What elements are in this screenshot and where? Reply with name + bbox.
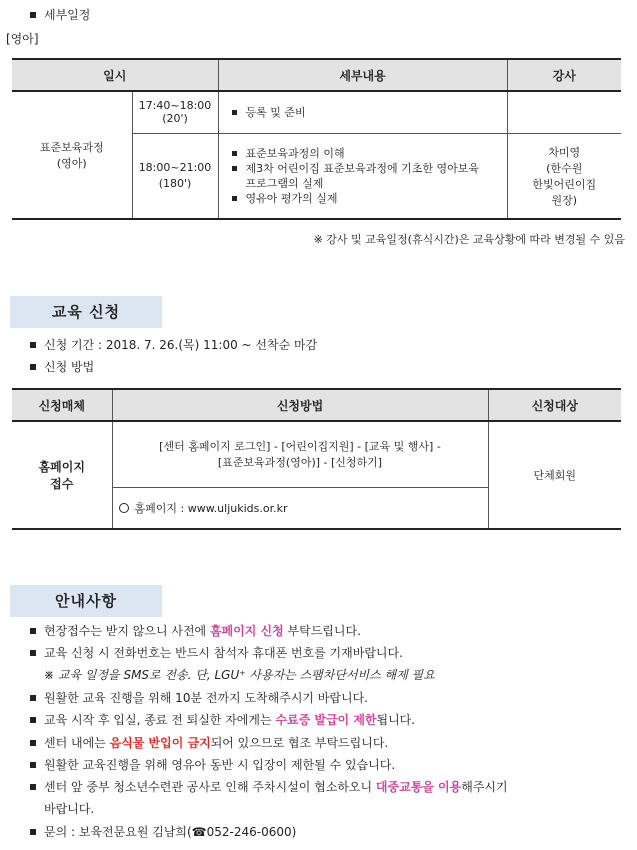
instructor-cell-empty xyxy=(507,91,621,133)
schedule-note: ※ 강사 및 교육일정(휴식시간)은 교육상황에 따라 변경될 수 있음 xyxy=(313,233,625,246)
square-bullet-icon xyxy=(30,829,36,835)
notice-subnote: ※ 교육 일정을 SMS로 전송. 단, LGU⁺ 사용자는 스팸차단서비스 해제 필요 xyxy=(44,668,435,682)
content-cell xyxy=(218,91,507,133)
schedule-table xyxy=(12,58,621,220)
square-bullet-icon xyxy=(30,342,36,348)
notice-item: 교육 신청 시 전화번호는 반드시 참석자 휴대폰 번호를 기재바랍니다. xyxy=(30,644,403,661)
instructor-cell: 차미영 (한수원 한빛어린이집 원장) xyxy=(507,133,621,219)
notice-item: 현장접수는 받지 않으니 사전에 홈페이지 신청 부탁드립니다. xyxy=(30,622,361,639)
notice-item: 원활한 교육 진행을 위해 10분 전까지 도착해주시기 바랍니다. xyxy=(30,689,368,706)
notice-item: 원활한 교육진행을 위해 영유아 동반 시 입장이 제한될 수 있습니다. xyxy=(30,756,395,773)
list-item: 표준보육과정의 이해 xyxy=(232,146,506,161)
notice-item: 센터 내에는 음식물 반입이 금지되어 있으므로 협조 부탁드립니다. xyxy=(30,734,388,751)
square-bullet-icon xyxy=(30,717,36,723)
time-cell: 17:40~18:00 (20') xyxy=(132,91,218,133)
list-item: 제3차 어린이집 표준보육과정에 기초한 영아보육프로그램의 실제 xyxy=(232,161,506,191)
header-target: 신청대상 xyxy=(488,389,621,421)
table-row xyxy=(12,421,621,487)
square-bullet-icon xyxy=(30,695,36,701)
table-row xyxy=(12,91,621,133)
header-medium: 신청매체 xyxy=(12,389,112,421)
subgroup-label: [영아] xyxy=(6,32,39,46)
notice-item: 교육 시작 후 입실, 종료 전 퇴실한 자에게는 수료증 발급이 제한됩니다. xyxy=(30,711,415,728)
notice-item: 문의 : 보육전문요원 김남희(☎052-246-0600) xyxy=(30,823,296,840)
square-bullet-icon xyxy=(30,650,36,656)
list-item: 등록 및 준비 xyxy=(232,105,506,120)
circle-bullet-icon xyxy=(119,503,129,513)
course-cell: 표준보육과정 (영아) xyxy=(12,91,132,219)
header-datetime: 일시 xyxy=(12,59,218,91)
medium-cell: 홈페이지 접수 xyxy=(12,421,112,529)
application-section-title: 교육 신청 xyxy=(10,296,162,328)
content-cell xyxy=(218,133,507,219)
application-period: 신청 기간 : 2018. 7. 26.(목) 11:00 ~ 선착순 마감 xyxy=(30,336,317,353)
notice-item-continued: 바랍니다. xyxy=(44,802,95,816)
path-cell: [센터 홈페이지 로그인] - [어린이집지원] - [교육 및 행사] - [표준보육과정(영아)] - [신청하기] xyxy=(112,421,488,487)
notice-item: 센터 앞 중부 청소년수련관 공사로 인해 주차시설이 협소하오니 대중교통을 이용해주시기 xyxy=(30,778,508,795)
square-bullet-icon xyxy=(30,12,36,18)
homepage-cell xyxy=(112,487,488,529)
header-method: 신청방법 xyxy=(112,389,488,421)
application-method-label: 신청 방법 xyxy=(30,358,94,375)
square-bullet-icon xyxy=(30,762,36,768)
header-content: 세부내용 xyxy=(218,59,507,91)
application-header-row xyxy=(12,389,621,421)
square-bullet-icon xyxy=(30,628,36,634)
list-item: 영유아 평가의 실제 xyxy=(232,191,506,206)
square-bullet-icon xyxy=(30,364,36,370)
schedule-header-row xyxy=(12,59,621,91)
schedule-heading: 세부일정 xyxy=(30,6,90,23)
notice-section-title: 안내사항 xyxy=(10,585,162,617)
square-bullet-icon xyxy=(30,740,36,746)
application-table xyxy=(12,388,621,530)
header-instructor: 강사 xyxy=(507,59,621,91)
square-bullet-icon xyxy=(30,784,36,790)
time-cell: 18:00~21:00 (180') xyxy=(132,133,218,219)
target-cell: 단체회원 xyxy=(488,421,621,529)
homepage-link[interactable]: 홈페이지 : www.uljukids.or.kr xyxy=(134,501,288,515)
